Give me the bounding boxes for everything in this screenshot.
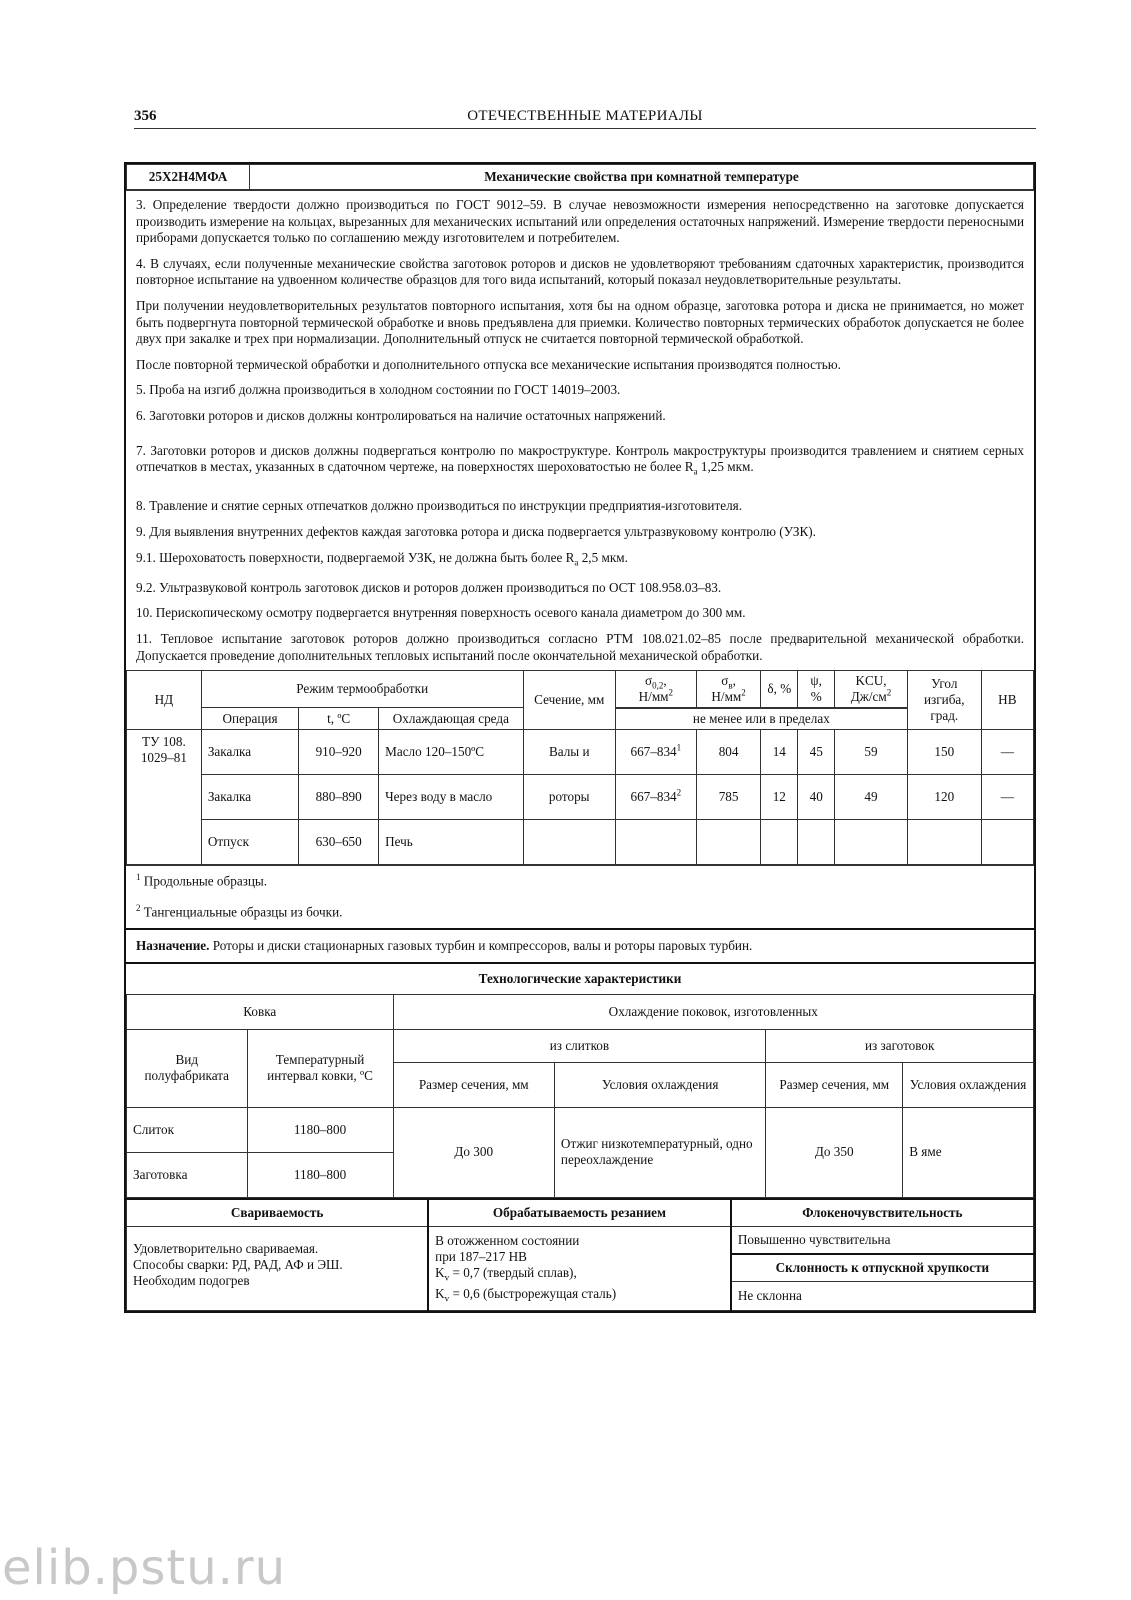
footnote-1: $^1$ Продольные образцы. <box>136 872 268 889</box>
blank-size-value: До 350 <box>766 1107 903 1197</box>
blank-size-header: Размер сечения, мм <box>766 1062 903 1107</box>
flake-text: Повышенно чувствительна <box>731 1226 1034 1254</box>
forging-header: Ковка <box>127 994 394 1029</box>
purpose: Назначение. Роторы и диски стационарных газовых турбин и компрессоров, валы и роторы паровых турбин. <box>126 928 1034 962</box>
from-ingots-header: из слитков <box>393 1029 766 1062</box>
mechanical-properties-table <box>126 670 1034 865</box>
from-blanks-header: из заготовок <box>766 1029 1034 1062</box>
page-number: 356 <box>134 108 157 124</box>
blank-cond-value: В яме <box>903 1107 1034 1197</box>
footnotes <box>126 865 1034 928</box>
flake-title: Флокеночувствительность <box>731 1199 1034 1227</box>
weldability-text: Удовлетворительно свариваемая. Способы сварки: РД, РАД, АФ и ЭШ. Необходим подогрев <box>127 1226 429 1310</box>
temper-brittleness-text: Не склонна <box>731 1281 1034 1310</box>
blank-cond-header: Условия охлаждения <box>903 1062 1034 1107</box>
footnote-2: $^2$ Тангенциальные образцы из бочки. <box>136 902 343 919</box>
page-header <box>134 108 1036 129</box>
kind-header: Вид полуфабриката <box>127 1029 248 1107</box>
col-delta: δ, % <box>761 671 798 708</box>
col-psi: ψ, % <box>798 671 835 708</box>
note-4: 4. В случаях, если полученные механические свойства заготовок роторов и дисков не удовлетворяют требованиям сдаточных характеристик, производится повторное испытание на удвоенном количестве образцов для того вида испытаний, который показал неудовлетворительные результаты. <box>136 255 1024 288</box>
steel-datasheet <box>124 162 1036 1313</box>
steel-grade: 25Х2Н4МФА <box>127 165 250 190</box>
table-row: Отпуск 630–650 Печь <box>127 820 1034 865</box>
title-table <box>126 164 1034 190</box>
note-6: 6. Заготовки роторов и дисков должны контролироваться на наличие остаточных напряжений. <box>136 407 666 423</box>
properties-table <box>126 1198 1034 1311</box>
col-nd: НД <box>127 671 202 730</box>
technology-table <box>126 994 1034 1198</box>
tech-title: Технологические характеристики <box>126 962 1034 994</box>
machinability-text: В отожженном состоянии при 187–217 НВ $K_v = 0,7$ (твердый сплав), $K_v = 0,6$ (быстрорежущая сталь) <box>428 1226 731 1310</box>
table-row: Закалка 880–890 Через воду в масло роторы $667-834^2$ 785 12 40 49 120 — <box>127 775 1034 820</box>
section-heading: Механические свойства при комнатной температуре <box>250 165 1034 190</box>
ingot-cond-header: Условия охлаждения <box>554 1062 765 1107</box>
note-4-retest: При получении неудовлетворительных результатов повторного испытания, хотя бы на одном образце, заготовка ротора и диска не принимается, но может быть подвергнута повторной термической обработке и вновь предъявлена для приемки. Количество повторных термических обработок допускается не более двух при закалке и трех при нормализации. Дополнительный отпуск не считается повторной термической обработкой. <box>136 297 1024 347</box>
note-10: 10. Перископическому осмотру подвергается внутренняя поверхность осевого канала диаметром до 300 мм. <box>136 605 746 621</box>
note-3: 3. Определение твердости должно производиться по ГОСТ 9012–59. В случае невозможности измерения непосредственно на заготовке допускается производить измерение на кольцах, вырезанных для механических испытаний или определения остаточных напряжений. Измерение твердости переносными приборами допускается только по соглашению между изготовителем и потребителем. <box>136 197 1024 246</box>
watermark: elib.pstu.ru <box>2 1540 287 1596</box>
note-7: 7. Заготовки роторов и дисков должны подвергаться контролю по макроструктуре. Контроль макроструктуры производится травлением и снятием серных отпечатков в местах, указанных в сдаточном чертеже, на поверхностях шероховатостью не более $R_a$ 1,25 мкм. <box>136 442 1024 477</box>
notes <box>126 190 1034 670</box>
ingot-cond-value: Отжиг низкотемпературный, одно переохлаждение <box>554 1107 765 1197</box>
table-row: ТУ 108. 1029–81 Закалка 910–920 Масло 120–150ºС Валы и $667-834^1$ 804 14 45 59 150 — <box>127 730 1034 775</box>
note-4-after: После повторной термической обработки и дополнительного отпуска все механические испытания производятся полностью. <box>136 356 841 372</box>
note-9: 9. Для выявления внутренних дефектов каждая заготовка ротора и диска подвергается ультразвуковому контролю (УЗК). <box>136 523 816 539</box>
ingot-size-header: Размер сечения, мм <box>393 1062 554 1107</box>
note-11: 11. Тепловое испытание заготовок роторов должно производиться согласно РТМ 108.021.02–85 после предварительной механической обработки. Допускается проведение дополнительных тепловых испытаний после окончательной механической обработки. <box>136 630 1024 663</box>
note-9-1: 9.1. Шероховатость поверхности, подвергаемой УЗК, не должна быть более $R_a$ 2,5 мкм. <box>136 549 628 568</box>
note-9-2: 9.2. Ультразвуковой контроль заготовок дисков и роторов должен производиться по ОСТ 108.958.03–83. <box>136 579 722 595</box>
temper-brittleness-title: Склонность к отпускной хрупкости <box>731 1254 1034 1282</box>
running-title: ОТЕЧЕСТВЕННЫЕ МАТЕРИАЛЫ <box>467 108 703 124</box>
col-heat-mode: Режим термообработки <box>201 671 523 708</box>
cooling-header: Охлаждение поковок, изготовленных <box>393 994 1033 1029</box>
col-sigma02: $\sigma_{0,2}$, $Н/мм^2$ <box>615 671 696 708</box>
ingot-size-value: До 300 <box>393 1107 554 1197</box>
note-8: 8. Травление и снятие серных отпечатков должно производиться по инструкции предприятия-изготовителя. <box>136 498 743 514</box>
col-operation: Операция <box>201 708 298 730</box>
limits-label: не менее или в пределах <box>615 709 907 730</box>
col-hb: НВ <box>981 671 1033 730</box>
col-sigmab: $\sigma_в$, $Н/мм^2$ <box>696 671 761 708</box>
table-row: Заготовка 1180–800 <box>127 1152 1034 1197</box>
note-5: 5. Проба на изгиб должна производиться в холодном состоянии по ГОСТ 14019–2003. <box>136 382 621 398</box>
col-cooling-medium: Охлаждающая среда <box>379 708 524 730</box>
interval-header: Температурный интервал ковки, ºС <box>247 1029 393 1107</box>
weldability-title: Свариваемость <box>127 1199 429 1227</box>
machinability-title: Обрабатываемость резанием <box>428 1199 731 1227</box>
col-section: Сечение, мм <box>523 671 615 730</box>
col-kcu: KCU, $Дж/см^2$ <box>835 671 908 708</box>
col-temperature: t, ºС <box>299 708 379 730</box>
col-bend-angle: Угол изгиба, град. <box>907 671 981 730</box>
table-row: Слиток 1180–800 До 300 Отжиг низкотемпературный, одно переохлаждение До 350 В яме <box>127 1107 1034 1152</box>
nd-value: ТУ 108. 1029–81 <box>127 730 202 865</box>
